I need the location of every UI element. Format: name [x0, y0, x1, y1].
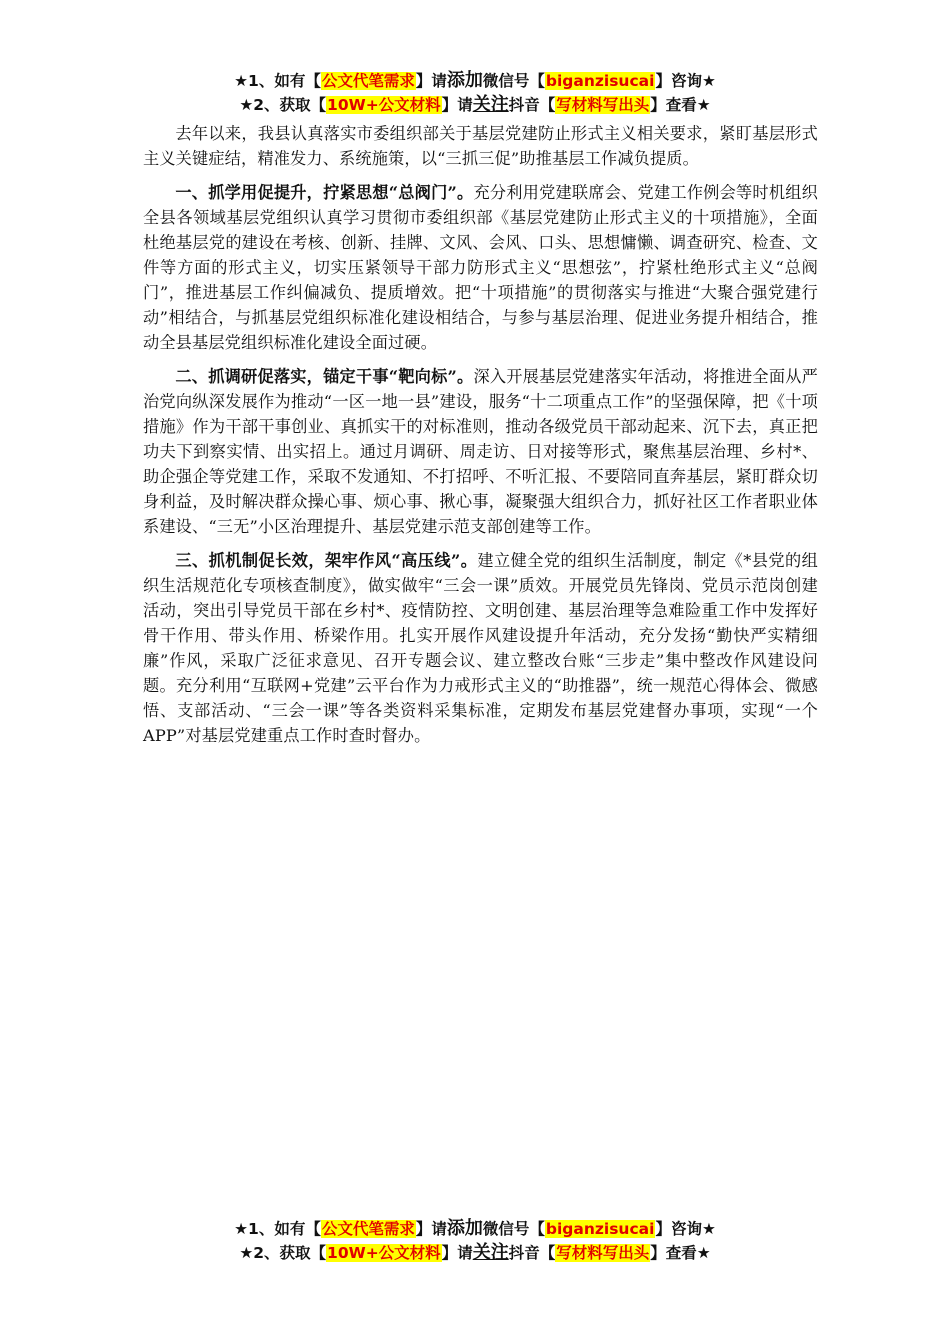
douyin-account-highlight: 写材料写出头 [556, 96, 650, 114]
banner-text: ★2、获取【 [239, 1244, 327, 1262]
section-body: 深入开展基层党建落实年活动，将推进全面从严治党向纵深发展作为推动“一区一地一县”建设，服务“十二项重点工作”的坚强保障，把《十项措施》作为干部干事创业、真抓实干的对标准则，推动各级党员干部动起来、沉下去，真正把功夫下到察实情、出实招上。通过月调研、周走访、日对接等形式，聚焦基层治理、乡村*、助企强企等党建工作，采取不发通知、不打招呼、不听汇报、不要陪同直奔基层，紧盯群众切身利益，及时解决群众操心事、烦心事、揪心事，凝聚强大组织合力，抓好社区工作者职业体系建设、“三无”小区治理提升、基层党建示范支部创建等工作。 [143, 367, 818, 536]
banner-text: 】请 [415, 72, 447, 90]
highlight-text: 公文代笔需求 [321, 72, 415, 90]
banner-line-2 [0, 93, 950, 117]
banner-text: 】请 [441, 1244, 473, 1262]
banner-text: ★2、获取【 [239, 96, 327, 114]
article-body [143, 121, 818, 748]
section-body: 建立健全党的组织生活制度，制定《*县党的组织生活规范化专项核查制度》，做实做牢“三会一课”质效。开展党员先锋岗、党员示范岗创建活动，突出引导党员干部在乡村*、疫情防控、文明创建、基层治理等急难险重工作中发挥好骨干作用、带头作用、桥梁作用。扎实开展作风建设提升年活动，充分发扬“勤快严实精细廉”作风，采取广泛征求意见、召开专题会议、建立整改台账“三步走”集中整改作风建设问题。充分利用“互联网+党建”云平台作为力戒形式主义的“助推器”，统一规范心得体会、微感悟、支部活动、“三会一课”等各类资料采集标准，定期发布基层党建督办事项，实现“一个APP”对基层党建重点工作时查时督办。 [143, 551, 818, 745]
section-paragraph [143, 180, 818, 355]
highlight-text: 公文代笔需求 [321, 1220, 415, 1238]
emphasis-text: 添加 [446, 70, 483, 91]
section-heading: 三、抓机制促长效，架牢作风“高压线”。 [175, 551, 478, 570]
wechat-id-highlight: biganzisucai [545, 72, 655, 90]
banner-text: 抖音【 [508, 1244, 556, 1262]
section-heading: 一、抓学用促提升，拧紧思想“总阀门”。 [175, 183, 474, 202]
banner-text: 】咨询★ [655, 1220, 716, 1238]
banner-text: 】查看★ [650, 1244, 711, 1262]
banner-line-1 [0, 69, 950, 93]
banner-text: 微信号【 [482, 1220, 545, 1238]
banner-text: 抖音【 [508, 96, 556, 114]
banner-text: ★1、如有【 [234, 72, 321, 90]
section-body: 充分利用党建联席会、党建工作例会等时机组织全县各领域基层党组织认真学习贯彻市委组织部《基层党建防止形式主义的十项措施》，全面杜绝基层党的建设在考核、创新、挂牌、文风、会风、口头、思想慵懒、调查研究、检查、文件等方面的形式主义，切实压紧领导干部力防形式主义“思想弦”，拧紧杜绝形式主义“总阀门”，推进基层工作纠偏减负、提质增效。把“十项措施”的贯彻落实与推进“大聚合强党建行动”相结合，与抓基层党组织标准化建设相结合，与参与基层治理、促进业务提升相结合，推动全县基层党组织标准化建设全面过硬。 [143, 183, 818, 352]
banner-text: 微信号【 [482, 72, 545, 90]
section-paragraph [143, 548, 818, 748]
highlight-text: 10W+公文材料 [327, 1244, 441, 1262]
banner-text: ★1、如有【 [234, 1220, 321, 1238]
highlight-text: 10W+公文材料 [327, 96, 441, 114]
section-heading: 二、抓调研促落实，锚定干事“靶向标”。 [175, 367, 474, 386]
wechat-id-highlight: biganzisucai [545, 1220, 655, 1238]
banner-text: 】咨询★ [655, 72, 716, 90]
douyin-account-highlight: 写材料写出头 [556, 1244, 650, 1262]
top-banner [0, 69, 950, 117]
bottom-banner [0, 1217, 950, 1265]
banner-line-1 [0, 1217, 950, 1241]
section-paragraph [143, 364, 818, 539]
banner-text: 】查看★ [650, 96, 711, 114]
emphasis-text: 关注 [472, 94, 509, 115]
emphasis-text: 关注 [472, 1242, 509, 1263]
banner-line-2 [0, 1241, 950, 1265]
emphasis-text: 添加 [446, 1218, 483, 1239]
banner-text: 】请 [441, 96, 473, 114]
banner-text: 】请 [415, 1220, 447, 1238]
intro-paragraph: 去年以来，我县认真落实市委组织部关于基层党建防止形式主义相关要求，紧盯基层形式主义关键症结，精准发力、系统施策，以“三抓三促”助推基层工作减负提质。 [143, 124, 818, 168]
